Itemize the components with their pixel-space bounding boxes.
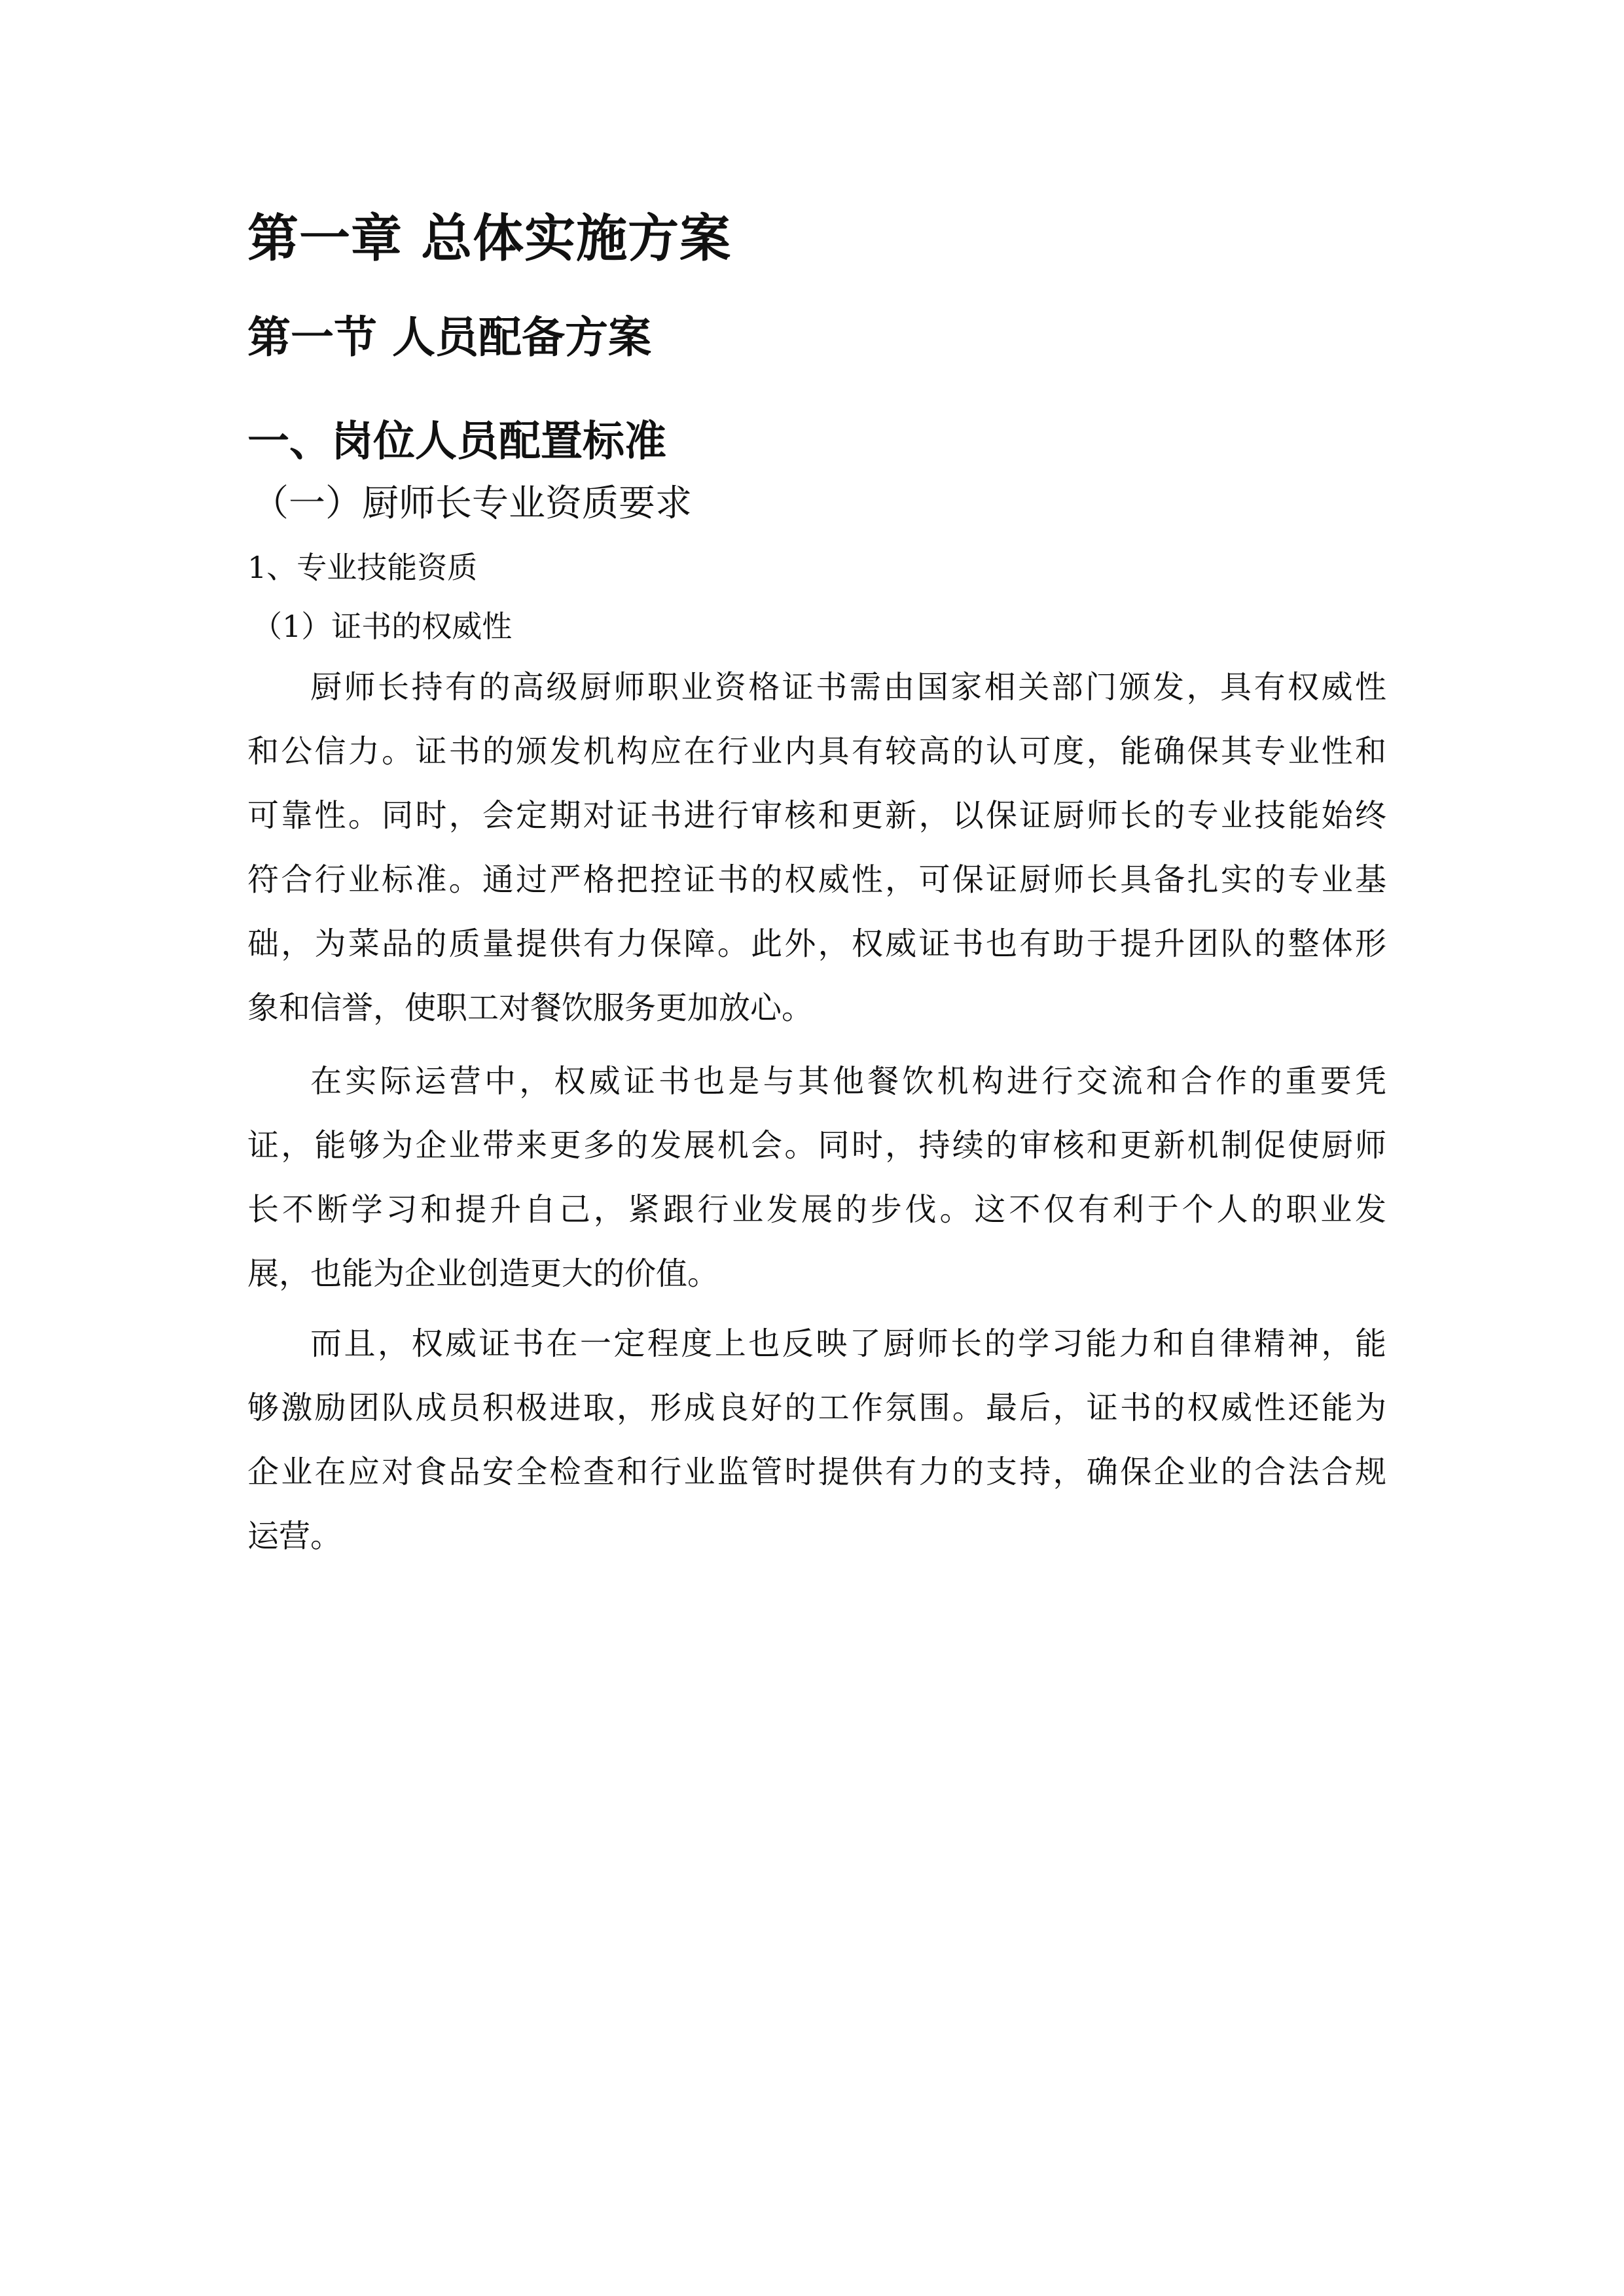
- item-title: （一）厨师长专业资质要求: [252, 482, 692, 525]
- paragraph-line: 在实际运营中，权威证书也是与其他餐饮机构进行交流和合作的重要凭: [310, 1063, 1386, 1100]
- paragraph-line: 证，能够为企业带来更多的发展机会。同时，持续的审核和更新机制促使厨师: [247, 1127, 1386, 1164]
- paragraph-line: 可靠性。同时，会定期对证书进行审核和更新，以保证厨师长的专业技能始终: [247, 797, 1386, 834]
- section-title: 第一节 人员配备方案: [247, 312, 651, 363]
- paragraph-line: 础，为菜品的质量提供有力保障。此外，权威证书也有助于提升团队的整体形: [247, 925, 1386, 962]
- paragraph-line: 长不断学习和提升自己，紧跟行业发展的步伐。这不仅有利于个人的职业发: [247, 1191, 1386, 1228]
- paragraph-1: [247, 655, 1386, 1040]
- subsection-title: 一、岗位人员配置标准: [247, 417, 666, 466]
- paragraph-line: 展，也能为企业创造更大的价值。: [247, 1255, 719, 1292]
- paragraph-line: 符合行业标准。通过严格把控证书的权威性，可保证厨师长具备扎实的专业基: [247, 861, 1386, 898]
- paragraph-line: 而且，权威证书在一定程度上也反映了厨师长的学习能力和自律精神，能: [310, 1325, 1386, 1362]
- paragraph-line: 厨师长持有的高级厨师职业资格证书需由国家相关部门颁发，具有权威性: [310, 669, 1386, 706]
- chapter-title: 第一章 总体实施方案: [247, 209, 732, 268]
- subitem-title: 1、专业技能资质: [247, 550, 478, 585]
- paragraph-line: 够激励团队成员积极进取，形成良好的工作氛围。最后，证书的权威性还能为: [247, 1390, 1386, 1426]
- paragraph-line: 和公信力。证书的颁发机构应在行业内具有较高的认可度，能确保其专业性和: [247, 733, 1386, 770]
- paragraph-line: 运营。: [247, 1518, 342, 1554]
- paragraph-line: 企业在应对食品安全检查和行业监管时提供有力的支持，确保企业的合法合规: [247, 1454, 1386, 1490]
- paragraph-line: 象和信誉，使职工对餐饮服务更加放心。: [247, 990, 814, 1026]
- paragraph-3: [247, 1312, 1386, 1568]
- point-title: （1）证书的权威性: [252, 609, 513, 644]
- paragraph-2: [247, 1049, 1386, 1306]
